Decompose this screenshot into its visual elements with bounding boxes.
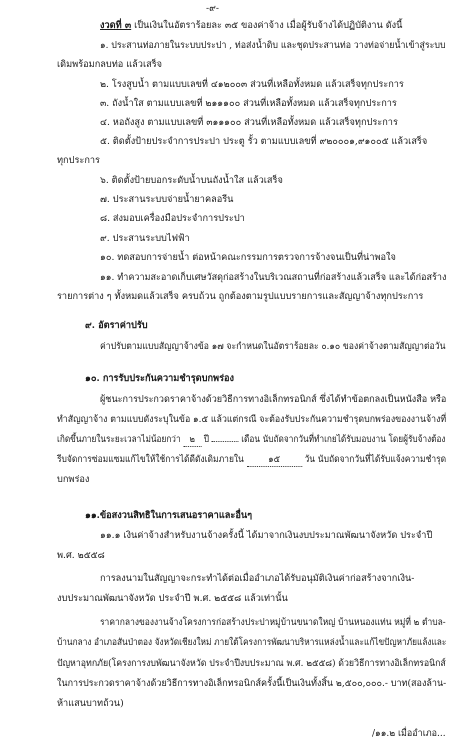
section-11-line: พ.ศ. ๒๕๕๘: [57, 550, 105, 561]
warranty-period-text: เกิดขึ้นภายในระยะเวลาไม่น้อยกว่า: [57, 434, 181, 445]
warranty-years-value: ๒: [183, 434, 201, 447]
installment-item: ๙. ประสานระบบไฟฟ้า: [100, 233, 190, 244]
section-11-line: ราคากลางของงานจ้างโครงการก่อสร้างประปาหมู่บ้านขนาดใหญ่ บ้านหนองแท่น หมู่ที่ ๒ ตำบล-: [100, 617, 446, 628]
continuation-marker: /๑๑.๒ เมื่ออำเภอ...: [372, 728, 446, 739]
installment-item: ๓. ถังน้ำใส ตามแบบเลขที่ ๒๑๑๑๐๐ ส่วนที่เหลือทั้งหมด แล้วเสร็จทุกประการ: [100, 98, 397, 109]
installment-item: ๒. โรงสูบน้ำ ตามแบบเลขที่ ๔๑๒๐๐๓ ส่วนที่เหลือทั้งหมด แล้วเสร็จทุกประการ: [100, 79, 404, 90]
installment-item: ๗. ประสานระบบจ่ายน้ำยาคลอรีน: [100, 194, 234, 205]
installment-item: ๔. หอถังสูง ตามแบบเลขที่ ๓๑๑๑๐๐ ส่วนที่เหลือทั้งหมด แล้วเสร็จทุกประการ: [100, 117, 398, 128]
repair-days-unit: วัน นับถัดจากวันที่ได้รับแจ้งความชำรุด: [304, 454, 447, 465]
section-11-line: ปัญหาอุทกภัย(โครงการงบพัฒนาจังหวัด ประจำปีงบประมาณ พ.ศ. ๒๕๕๘) ด้วยวิธีการทางอิเล็กทรอนิกส์: [57, 658, 446, 669]
section-11-line: งบประมาณพัฒนาจังหวัด ประจำปี พ.ศ. ๒๕๕๘ แล้วเท่านั้น: [57, 593, 288, 604]
warranty-months-text: เดือน นับถัดจากวันที่ทำเกยได้รับมอบงาน โดยผู้รับจ้างต้อง: [241, 434, 446, 445]
installment-item: ๑๑. ทำความสะอาดเก็บเศษวัสดุก่อสร้างในบริเวณสถานที่ก่อสร้างแล้วเสร็จ และได้ก่อสร้าง: [100, 272, 447, 283]
warranty-months-blank: [212, 441, 239, 442]
warranty-years-unit: ปี: [203, 434, 210, 445]
section-11-line: การลงนามในสัญญาจะกระทำได้ต่อเมื่ออำเภอได้รับอนุมัติเงินค่าก่อสร้างจากเงิน-: [100, 573, 415, 584]
installment-item: ๕. ติดตั้งป้ายประจำการประปา ประตู รั้ว ตามแบบเลขที่ ๙๒๐๐๐๑,๙๑๐๐๕ แล้วเสร็จ: [100, 136, 428, 147]
installment-item: รายการต่าง ๆ ทั้งหมดแล้วเสร็จ ครบถ้วน ถูกต้องตามรูปแบบรายการและสัญญาจ้างทุกประการ: [57, 291, 424, 302]
section-10-line: ทำสัญญาจ้าง ตามแบบดังระบุในข้อ ๑.๕ แล้วแต่กรณี จะต้องรับประกันความชำรุดบกพร่องของงานจ้างที่: [57, 414, 447, 425]
section-10-line: ผู้ชนะการประกวดราคาจ้างด้วยวิธีการทางอิเล็กทรอนิกส์ ซึ่งได้ทำข้อตกลงเป็นหนังสือ หรือ: [100, 394, 447, 405]
section-11-line: ๑๑.๑ เงินค่าจ้างสำหรับงานจ้างครั้งนี้ ได้มาจากเงินงบประมาณพัฒนาจังหวัด ประจำปี: [100, 530, 433, 541]
section-11-line: บ้านกลาง อำเภอสันป่าตอง จังหวัดเชียงใหม่ ภายใต้โครงการพัฒนาบริหารแหล่งน้ำและแก้ไขปัญหาภัยแล้งและ: [57, 637, 447, 648]
installment-item: ๘. ส่งมอบเครื่องมือประจำการประปา: [100, 213, 245, 224]
installment-3-label: งวดที่ ๓: [100, 20, 132, 31]
section-10-heading: ๑๐. การรับประกันความชำรุดบกพร่อง: [85, 373, 235, 384]
installment-item: ๑. ประสานท่อภายในระบบประปา , ท่อส่งน้ำดิบ และชุดประสานท่อ วางท่อจ่ายน้ำเข้าสู่ระบบ: [100, 40, 446, 51]
installment-item: ทุกประการ: [57, 155, 100, 166]
repair-deadline-text: รีบจัดการซ่อมแซมแก้ไขให้ใช้การได้ดีดังเดิมภายใน: [57, 454, 244, 465]
section-9-text: ค่าปรับตามแบบสัญญาจ้างข้อ ๑๗ จะกำหนดในอัตราร้อยละ ๐.๑๐ ของค่าจ้างตามสัญญาต่อวัน: [100, 341, 446, 352]
section-11-line: ในการประกวดราคาจ้างด้วยวิธีการทางอิเล็กทรอนิกส์ครั้งนี้เป็นเงินทั้งสิ้น ๒,๕๐๐,๐๐๐.- บาท(สองล้าน-: [57, 678, 447, 689]
section-11-line: ห้าแสนบาทถ้วน): [57, 698, 124, 709]
installment-item: ๖. ติดตั้งป้ายบอกระดับน้ำบนถังน้ำใส แล้วเสร็จ: [100, 175, 283, 186]
installment-item: ๑๐. ทดสอบการจ่ายน้ำ ต่อหน้าคณะกรรมการตรวจการจ้างจนเป็นที่น่าพอใจ: [100, 252, 396, 263]
installment-3-text: เป็นเงินในอัตราร้อยละ ๓๕ ของค่าจ้าง เมื่อผู้รับจ้างได้ปฏิบัติงาน ดังนี้: [134, 20, 403, 31]
section-10-line: [57, 434, 445, 447]
repair-days-value: ๑๕: [247, 454, 302, 467]
installment-item: เดิมพร้อมกลบท่อ แล้วเสร็จ: [57, 59, 163, 70]
section-9-heading: ๙. อัตราค่าปรับ: [85, 320, 148, 331]
page-number: -๙-: [206, 3, 219, 14]
section-10-line: บกพร่อง: [57, 474, 90, 485]
section-11-heading: ๑๑.ข้อสงวนสิทธิในการเสนอราคาและอื่นๆ: [85, 510, 253, 521]
section-10-line: [57, 454, 446, 467]
installment-3-line: [100, 20, 402, 32]
